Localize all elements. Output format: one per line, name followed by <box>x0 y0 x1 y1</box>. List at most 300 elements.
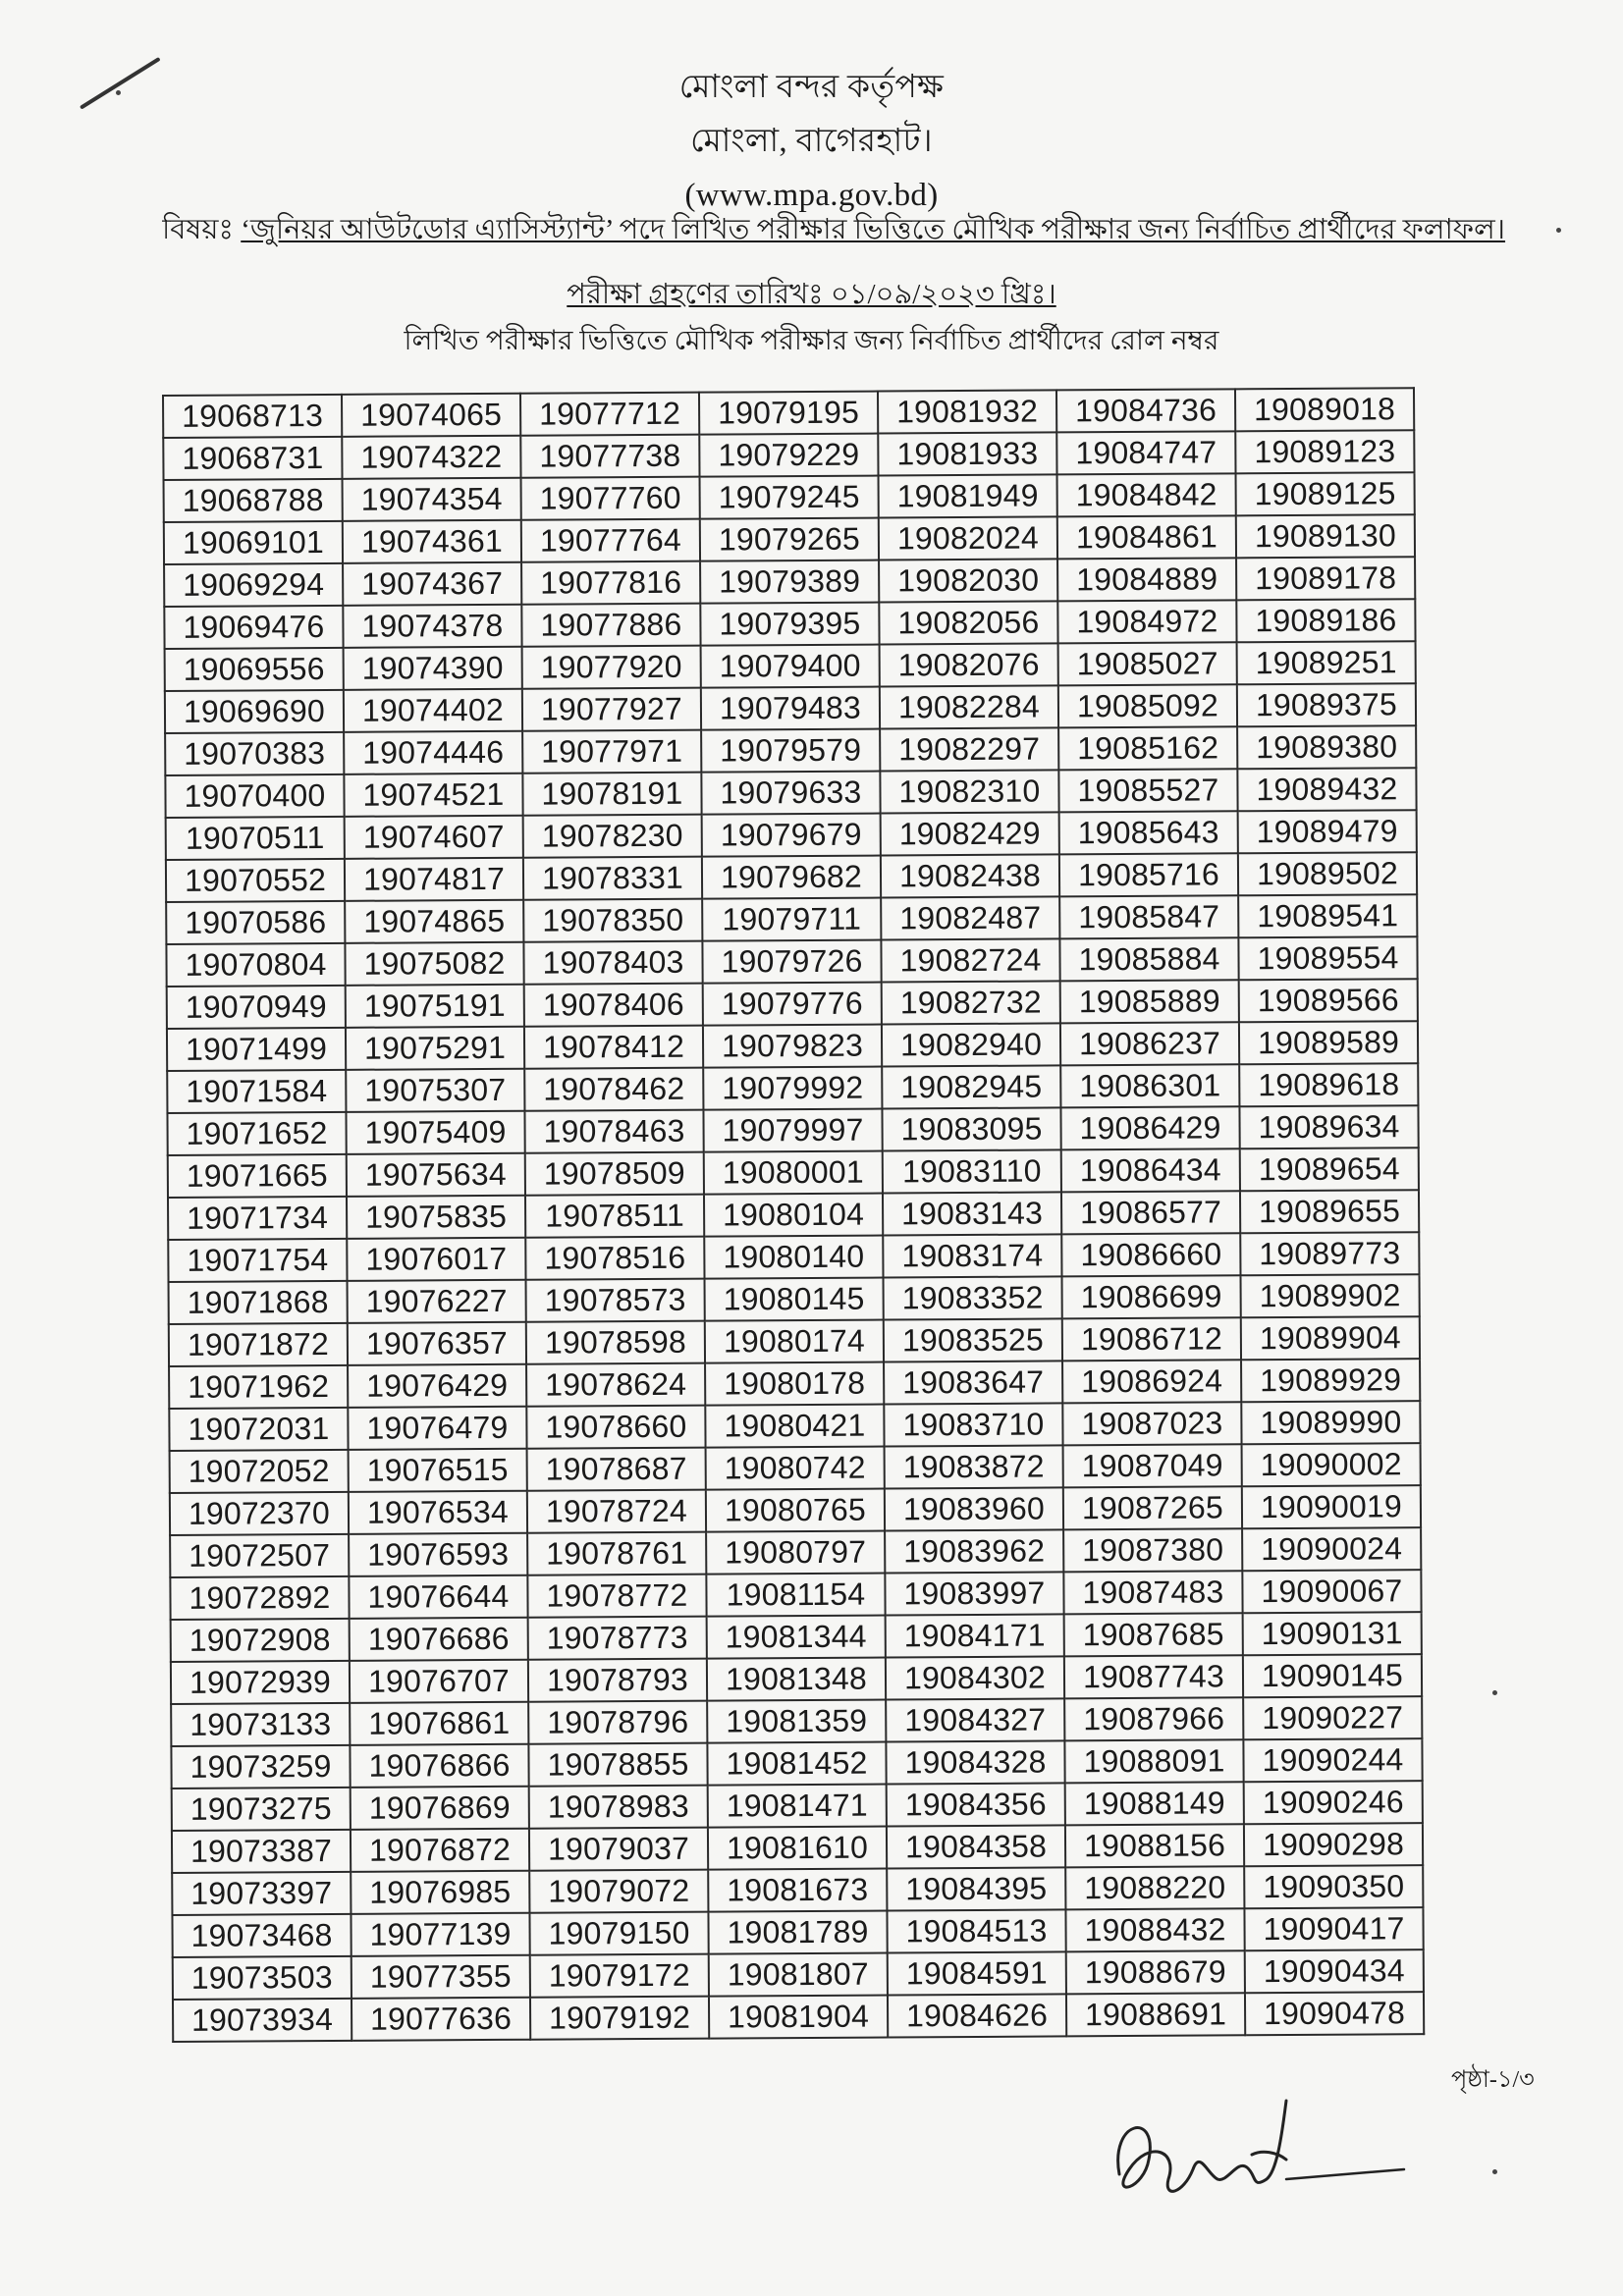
roll-number-cell: 19084736 <box>1056 389 1235 432</box>
roll-number-cell: 19084302 <box>886 1656 1064 1699</box>
roll-number-cell: 19078331 <box>523 857 702 900</box>
roll-number-cell: 19076357 <box>348 1322 526 1365</box>
roll-number-cell: 19078855 <box>528 1743 707 1787</box>
roll-number-cell: 19089502 <box>1238 852 1417 895</box>
table-row <box>164 472 1415 522</box>
roll-number-cell: 19071499 <box>167 1028 346 1071</box>
roll-number-cell: 19077816 <box>521 561 700 605</box>
roll-number-cell: 19086301 <box>1060 1064 1239 1107</box>
roll-number-cell: 19074354 <box>343 478 521 521</box>
roll-number-cell: 19074521 <box>344 774 522 817</box>
roll-number-cell: 19081932 <box>878 390 1056 433</box>
roll-number-cell: 19078573 <box>526 1279 705 1322</box>
roll-number-cell: 19075291 <box>346 1027 524 1070</box>
roll-number-cell: 19082076 <box>880 643 1058 686</box>
roll-number-cell: 19089618 <box>1239 1063 1418 1106</box>
table-row <box>167 979 1418 1029</box>
roll-number-cell: 19075634 <box>347 1153 525 1197</box>
roll-number-cell: 19082732 <box>882 981 1060 1024</box>
roll-number-cell: 19085527 <box>1058 769 1237 812</box>
roll-number-cell: 19070949 <box>167 986 346 1029</box>
roll-number-cell: 19089634 <box>1239 1105 1418 1148</box>
roll-number-cell: 19090067 <box>1242 1570 1421 1613</box>
roll-number-cell: 19084972 <box>1057 600 1236 643</box>
roll-number-cell: 19078761 <box>527 1532 706 1575</box>
roll-number-cell: 19086924 <box>1062 1360 1241 1403</box>
roll-number-cell: 19086712 <box>1062 1317 1241 1361</box>
roll-number-cell: 19074322 <box>342 436 520 479</box>
roll-number-cell: 19076985 <box>351 1871 529 1914</box>
roll-number-cell: 19080140 <box>704 1236 883 1279</box>
roll-number-cell: 19080174 <box>705 1320 884 1363</box>
roll-number-cell: 19080104 <box>704 1194 883 1237</box>
roll-number-cell: 19079679 <box>702 814 881 857</box>
roll-number-cell: 19071652 <box>167 1112 346 1155</box>
roll-number-cell: 19071734 <box>168 1197 347 1240</box>
roll-number-cell: 19079579 <box>701 729 880 773</box>
roll-number-cell: 19079072 <box>529 1870 708 1913</box>
roll-number-cell: 19089130 <box>1236 514 1415 558</box>
authority-location: মোংলা, বাগেরহাট। <box>690 124 933 159</box>
roll-number-cell: 19078983 <box>529 1786 708 1829</box>
roll-number-cell: 19081904 <box>709 1996 888 2039</box>
roll-number-cell: 19079711 <box>702 898 881 941</box>
roll-number-cell: 19075409 <box>346 1111 524 1154</box>
roll-number-cell: 19089018 <box>1235 388 1414 431</box>
roll-number-cell: 19081610 <box>708 1827 887 1870</box>
roll-number-cell: 19083525 <box>884 1318 1062 1362</box>
speck <box>1492 2169 1497 2174</box>
roll-number-cell: 19084395 <box>887 1867 1065 1910</box>
roll-number-cell: 19085889 <box>1060 980 1239 1023</box>
roll-number-cell: 19083110 <box>883 1149 1061 1193</box>
roll-number-cell: 19077971 <box>522 730 701 774</box>
roll-number-cell: 19082438 <box>881 854 1059 897</box>
roll-number-cell: 19089123 <box>1235 430 1414 473</box>
roll-number-cell: 19082030 <box>879 559 1057 602</box>
roll-number-cell: 19086429 <box>1060 1106 1239 1149</box>
roll-number-cell: 19084591 <box>888 1951 1066 1995</box>
roll-number-cell: 19081344 <box>707 1616 886 1659</box>
roll-number-cell: 19085884 <box>1059 937 1238 981</box>
roll-number-cell: 19073387 <box>172 1830 351 1873</box>
roll-number-cell: 19072507 <box>170 1534 349 1577</box>
roll-number-cell: 19088691 <box>1066 1993 1245 2036</box>
table-row <box>169 1274 1420 1324</box>
table-row <box>166 936 1417 987</box>
roll-number-cell: 19074446 <box>344 731 522 774</box>
roll-number-cell: 19088091 <box>1064 1739 1243 1783</box>
roll-number-cell: 19078793 <box>528 1659 707 1702</box>
roll-number-cell: 19088432 <box>1065 1908 1244 1951</box>
roll-number-cell: 19070586 <box>166 901 345 944</box>
roll-number-cell: 19088149 <box>1065 1782 1244 1825</box>
roll-number-cell: 19083962 <box>885 1529 1063 1573</box>
table-row <box>171 1696 1422 1746</box>
roll-number-cell: 19077886 <box>521 604 700 647</box>
roll-number-cell: 19079483 <box>701 687 880 730</box>
roll-number-cell: 19088679 <box>1066 1950 1245 1994</box>
website: (www.mpa.gov.bd) <box>684 178 939 213</box>
roll-number-cell: 19078230 <box>523 815 702 858</box>
roll-number-cell: 19085847 <box>1059 895 1238 938</box>
roll-number-cell: 19087049 <box>1063 1444 1242 1487</box>
roll-number-cell: 19089125 <box>1236 472 1415 515</box>
roll-number-cell: 19070552 <box>166 859 345 902</box>
roll-number-cell: 19086434 <box>1061 1148 1240 1192</box>
roll-number-cell: 19089186 <box>1236 599 1415 642</box>
table-row <box>171 1612 1422 1662</box>
roll-number-cell: 19069690 <box>165 690 344 733</box>
roll-number-cell: 19090350 <box>1244 1865 1423 1908</box>
roll-number-cell: 19078406 <box>524 984 703 1027</box>
subject-prefix: বিষয়ঃ <box>162 214 234 245</box>
roll-number-cell: 19082056 <box>879 601 1057 644</box>
roll-number-cell: 19082724 <box>881 938 1059 982</box>
roll-number-cell: 19082297 <box>880 727 1058 771</box>
roll-number-cell: 19079389 <box>700 561 879 604</box>
roll-number-cell: 19090145 <box>1243 1654 1422 1697</box>
authority-name: মোংলা বন্দর কর্তৃপক্ষ <box>678 70 945 105</box>
roll-number-cell: 19084747 <box>1056 431 1235 474</box>
roll-number-cell: 19082940 <box>882 1023 1060 1066</box>
roll-number-cell: 19086699 <box>1062 1275 1241 1318</box>
table-row <box>167 1063 1418 1113</box>
table-row <box>166 810 1417 860</box>
table-row <box>165 641 1416 691</box>
roll-number-cell: 19089773 <box>1240 1232 1419 1275</box>
roll-number-cell: 19076017 <box>347 1238 525 1281</box>
roll-number-cell: 19087380 <box>1063 1528 1242 1572</box>
roll-number-cell: 19072892 <box>170 1576 349 1620</box>
roll-number-cell: 19078796 <box>528 1701 707 1744</box>
table-row <box>165 683 1416 733</box>
roll-number-cell: 19090246 <box>1244 1781 1423 1824</box>
roll-number-cell: 19082024 <box>879 516 1057 560</box>
subject-line <box>162 208 1527 251</box>
roll-number-cell: 19090417 <box>1244 1907 1423 1950</box>
table-row <box>166 852 1417 902</box>
roll-number-cell: 19075307 <box>346 1069 524 1112</box>
roll-number-cell: 19089178 <box>1236 557 1415 600</box>
letterhead <box>0 61 1623 223</box>
roll-number-cell: 19085643 <box>1059 811 1238 854</box>
roll-number-cell: 19084626 <box>888 1994 1066 2037</box>
roll-number-cell: 19079823 <box>703 1025 882 1068</box>
roll-number-cell: 19080145 <box>705 1278 884 1321</box>
roll-number-cell: 19077738 <box>520 435 699 478</box>
roll-number-cell: 19082945 <box>882 1065 1060 1108</box>
roll-number-cell: 19076429 <box>348 1364 526 1408</box>
roll-number-cell: 19072939 <box>171 1661 350 1704</box>
roll-number-cell: 19068788 <box>164 479 343 522</box>
roll-number-cell: 19081807 <box>709 1953 888 1997</box>
roll-number-cell: 19090002 <box>1242 1443 1421 1486</box>
roll-number-cell: 19082310 <box>880 770 1058 813</box>
roll-number-cell: 19076869 <box>351 1787 529 1830</box>
roll-number-cell: 19089990 <box>1241 1401 1420 1444</box>
roll-number-cell: 19089654 <box>1240 1148 1419 1191</box>
roll-number-cell: 19075191 <box>346 985 524 1028</box>
roll-number-cell: 19079265 <box>700 518 879 561</box>
roll-number-cell: 19077712 <box>520 393 699 436</box>
roll-number-cell: 19077927 <box>522 688 701 731</box>
roll-number-cell: 19077764 <box>521 519 700 562</box>
roll-number-cell: 19079172 <box>530 1954 709 1998</box>
roll-number-cell: 19071872 <box>169 1323 348 1366</box>
roll-number-cell: 19081789 <box>708 1911 887 1954</box>
roll-number-cell: 19073133 <box>171 1703 350 1746</box>
roll-number-cell: 19073397 <box>172 1872 351 1915</box>
roll-number-cell: 19089375 <box>1237 683 1416 726</box>
roll-number-cell: 19081348 <box>707 1658 886 1701</box>
roll-number-cell: 19084356 <box>887 1783 1065 1826</box>
roll-number-cell: 19084889 <box>1057 558 1236 601</box>
table-row <box>167 1021 1418 1071</box>
roll-number-cell: 19076227 <box>348 1280 526 1323</box>
roll-number-cell: 19083352 <box>884 1276 1062 1319</box>
roll-number-cell: 19074361 <box>343 520 521 563</box>
roll-number-cell: 19088220 <box>1065 1866 1244 1909</box>
roll-number-cell: 19078516 <box>525 1237 704 1280</box>
roll-number-cell: 19079776 <box>703 983 882 1026</box>
table-row <box>164 514 1415 564</box>
roll-number-cell: 19076593 <box>349 1533 527 1576</box>
roll-number-cell: 19089589 <box>1239 1021 1418 1064</box>
roll-number-cell: 19082429 <box>881 812 1059 855</box>
roll-number-cell: 19079395 <box>700 603 879 646</box>
roll-number-cell: 19079992 <box>703 1067 882 1110</box>
table-row <box>164 599 1415 649</box>
roll-number-cell: 19085162 <box>1058 726 1237 770</box>
roll-number-cell: 19075082 <box>345 942 523 986</box>
table-row <box>171 1738 1422 1789</box>
roll-number-cell: 19090298 <box>1244 1823 1423 1866</box>
roll-number-cell: 19090131 <box>1243 1612 1422 1655</box>
roll-number-cell: 19083872 <box>885 1445 1063 1488</box>
roll-number-cell: 19078412 <box>524 1026 703 1069</box>
roll-number-cell: 19083143 <box>883 1192 1061 1235</box>
roll-number-cell: 19076644 <box>349 1575 527 1619</box>
roll-number-cell: 19074817 <box>345 858 523 901</box>
roll-number-cell: 19084513 <box>887 1909 1065 1952</box>
roll-number-cell: 19079997 <box>703 1109 882 1152</box>
roll-number-cell: 19078687 <box>527 1448 706 1491</box>
roll-number-cell: 19074378 <box>343 605 521 648</box>
roll-number-cell: 19089541 <box>1238 894 1417 937</box>
roll-number-cell: 19070400 <box>165 774 344 818</box>
roll-number-cell: 19080178 <box>705 1362 884 1406</box>
roll-number-cell: 19083997 <box>885 1572 1063 1615</box>
roll-number-cell: 19084328 <box>886 1740 1064 1784</box>
roll-number-cell: 19079150 <box>529 1912 708 1955</box>
roll-number-cell: 19079245 <box>700 476 879 519</box>
roll-number-cell: 19089554 <box>1238 936 1417 980</box>
roll-number-cell: 19077636 <box>352 1998 530 2041</box>
roll-number-cell: 19072908 <box>171 1619 350 1662</box>
roll-number-cell: 19084327 <box>886 1698 1064 1741</box>
roll-number-cell: 19087685 <box>1064 1613 1243 1656</box>
roll-number-cell: 19083095 <box>882 1107 1060 1150</box>
table-row <box>165 725 1416 775</box>
roll-number-cell: 19089432 <box>1237 768 1416 811</box>
roll-number-cell: 19069556 <box>165 648 344 691</box>
table-row <box>170 1485 1421 1535</box>
roll-number-cell: 19086577 <box>1061 1191 1240 1234</box>
table-row <box>169 1316 1420 1366</box>
roll-number-cell: 19081933 <box>878 432 1056 475</box>
roll-number-cell: 19082487 <box>881 896 1059 939</box>
roll-number-cell: 19071962 <box>169 1365 348 1409</box>
table-row <box>170 1443 1421 1493</box>
roll-number-cell: 19076707 <box>350 1660 528 1703</box>
roll-number-cell: 19077760 <box>521 477 700 520</box>
roll-number-cell: 19085027 <box>1058 642 1237 685</box>
roll-number-cell: 19076479 <box>348 1407 526 1450</box>
roll-number-cell: 19087265 <box>1063 1486 1242 1529</box>
roll-number-cell: 19080001 <box>704 1151 883 1195</box>
table-row <box>173 1992 1424 2042</box>
roll-number-cell: 19068731 <box>163 437 342 480</box>
roll-number-cell: 19074607 <box>345 816 523 859</box>
roll-number-cell: 19071584 <box>167 1070 346 1113</box>
roll-number-cell: 19080797 <box>706 1531 885 1575</box>
roll-number-cell: 19090434 <box>1245 1949 1424 1993</box>
roll-number-cell: 19089902 <box>1241 1274 1420 1317</box>
roll-number-cell: 19090024 <box>1242 1527 1421 1571</box>
roll-number-cell: 19078509 <box>525 1152 704 1196</box>
roll-number-cell: 19077139 <box>351 1913 529 1956</box>
roll-number-cell: 19079195 <box>699 392 878 435</box>
roll-number-cell: 19068713 <box>163 395 342 438</box>
roll-number-cell: 19078598 <box>526 1321 705 1364</box>
roll-number-cell: 19090227 <box>1243 1696 1422 1739</box>
table-row <box>169 1401 1420 1451</box>
roll-number-cell: 19070383 <box>165 732 344 775</box>
roll-number-cell: 19080742 <box>706 1447 885 1490</box>
roll-number-cell: 19087743 <box>1064 1655 1243 1698</box>
roll-number-cell: 19079037 <box>529 1828 708 1871</box>
table-title: লিখিত পরীক্ষার ভিত্তিতে মৌখিক পরীক্ষার জন্য নির্বাচিত প্রার্থীদের রোল নম্বর <box>404 326 1219 356</box>
roll-number-cell: 19069476 <box>164 606 343 649</box>
roll-number-cell: 19077355 <box>352 1955 530 1999</box>
roll-number-cell: 19082284 <box>880 685 1058 728</box>
roll-number-cell: 19084171 <box>886 1614 1064 1657</box>
roll-number-cell: 19071754 <box>168 1239 347 1282</box>
table-row <box>164 557 1415 607</box>
roll-number-cell: 19076534 <box>349 1491 527 1534</box>
roll-number-cell: 19072031 <box>169 1408 348 1451</box>
roll-number-cell: 19087966 <box>1064 1697 1243 1740</box>
table-row <box>171 1654 1422 1704</box>
roll-number-cell: 19084861 <box>1057 515 1236 559</box>
roll-number-cell: 19081949 <box>879 474 1057 517</box>
roll-number-cell: 19073468 <box>172 1914 351 1957</box>
table-row <box>166 894 1417 944</box>
roll-number-cell: 19075835 <box>347 1196 525 1239</box>
signature-icon <box>1090 2081 1424 2218</box>
roll-number-table <box>162 387 1425 2043</box>
roll-number-cell: 19078403 <box>523 941 702 985</box>
roll-number-cell: 19087023 <box>1062 1402 1241 1445</box>
roll-number-cell: 19089929 <box>1241 1359 1420 1402</box>
roll-number-cell: 19081673 <box>708 1869 887 1912</box>
roll-number-cell: 19073503 <box>173 1956 352 2000</box>
roll-number-cell: 19076515 <box>349 1449 527 1492</box>
roll-number-cell: 19070804 <box>166 943 345 987</box>
table-row <box>170 1570 1421 1620</box>
roll-number-cell: 19076686 <box>350 1618 528 1661</box>
roll-number-cell: 19083710 <box>884 1403 1062 1446</box>
roll-number-cell: 19078772 <box>527 1575 706 1618</box>
roll-number-cell: 19083960 <box>885 1487 1063 1530</box>
roll-number-cell: 19081154 <box>706 1574 885 1617</box>
roll-number-cell: 19073275 <box>172 1788 351 1831</box>
roll-number-cell: 19078724 <box>527 1490 706 1533</box>
roll-number-cell: 19080421 <box>705 1405 884 1448</box>
roll-number-cell: 19077920 <box>522 646 701 689</box>
roll-number-cell: 19072052 <box>170 1450 349 1493</box>
roll-number-cell: 19089251 <box>1237 641 1416 684</box>
roll-number-cell: 19078773 <box>528 1617 707 1660</box>
roll-number-cell: 19080765 <box>706 1489 885 1532</box>
speck <box>1556 228 1561 233</box>
roll-number-cell: 19074367 <box>343 562 521 606</box>
roll-number-cell: 19090019 <box>1242 1485 1421 1528</box>
roll-number-cell: 19069294 <box>164 563 343 607</box>
roll-number-cell: 19073934 <box>173 1999 352 2042</box>
roll-number-cell: 19090478 <box>1245 1992 1424 2035</box>
roll-number-cell: 19086660 <box>1061 1233 1240 1276</box>
roll-number-cell: 19089479 <box>1238 810 1417 853</box>
roll-number-cell: 19083647 <box>884 1361 1062 1404</box>
roll-number-cell: 19070511 <box>166 817 345 860</box>
table-row <box>169 1359 1420 1409</box>
roll-number-cell: 19081359 <box>707 1700 886 1743</box>
page-number: পৃষ্ঠা-১/৩ <box>1451 2067 1535 2093</box>
roll-number-cell: 19086237 <box>1060 1022 1239 1065</box>
roll-number-cell: 19079192 <box>530 1997 709 2040</box>
roll-number-cell: 19071665 <box>168 1154 347 1198</box>
roll-number-cell: 19081471 <box>708 1785 887 1828</box>
roll-number-cell: 19076861 <box>350 1702 528 1745</box>
roll-number-cell: 19078191 <box>522 773 701 816</box>
subject-text: ‘জুনিয়র আউটডোর এ্যাসিস্ট্যান্ট’ পদে লিখিত পরীক্ষার ভিত্তিতে মৌখিক পরীক্ষার জন্য নির্বাচিত প্রার্থীদের ফলাফল। <box>241 214 1506 245</box>
roll-number-cell: 19089566 <box>1239 979 1418 1022</box>
roll-number-cell: 19074390 <box>344 647 522 690</box>
roll-number-cell: 19076872 <box>351 1829 529 1872</box>
roll-number-cell: 19073259 <box>171 1745 350 1789</box>
roll-number-cell: 19078463 <box>524 1110 703 1153</box>
roll-number-cell: 19084842 <box>1057 473 1236 516</box>
roll-number-cell: 19074402 <box>344 689 522 732</box>
roll-number-cell: 19089655 <box>1240 1190 1419 1233</box>
roll-number-cell: 19076866 <box>350 1744 528 1788</box>
roll-number-cell: 19085092 <box>1058 684 1237 727</box>
roll-number-cell: 19089380 <box>1237 725 1416 769</box>
roll-number-cell: 19072370 <box>170 1492 349 1535</box>
roll-number-cell: 19081452 <box>707 1742 886 1786</box>
roll-number-cell: 19079400 <box>701 645 880 688</box>
roll-number-cell: 19071868 <box>169 1281 348 1324</box>
table-row <box>170 1527 1421 1577</box>
roll-number-cell: 19087483 <box>1063 1571 1242 1614</box>
table-row <box>172 1823 1423 1873</box>
roll-number-cell: 19083174 <box>883 1234 1061 1277</box>
roll-number-cell: 19079633 <box>701 772 880 815</box>
roll-number-cell: 19079682 <box>702 856 881 899</box>
exam-date: পরীক্ষা গ্রহণের তারিখঃ ০১/০৯/২০২৩ খ্রিঃ। <box>567 279 1056 310</box>
